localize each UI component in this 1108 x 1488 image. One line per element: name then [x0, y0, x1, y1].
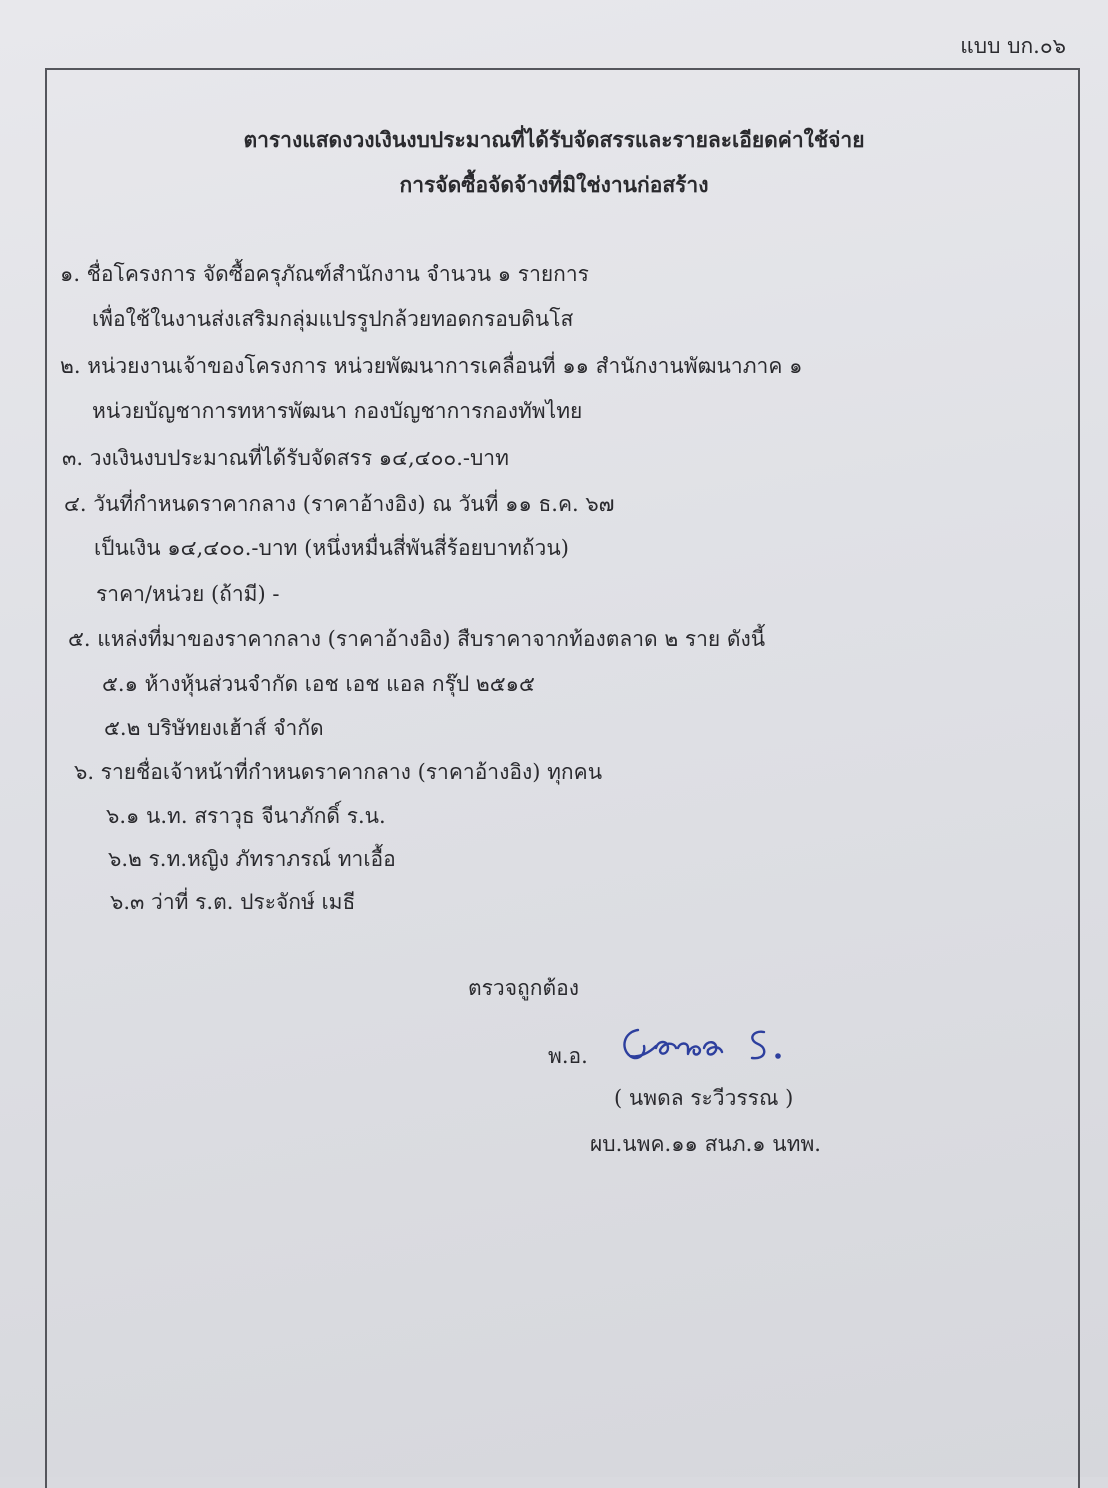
- item-2-owner-command: หน่วยบัญชาการทหารพัฒนา กองบัญชาการกองทัพไทย: [92, 399, 583, 423]
- item-6-2-officer: ๖.๒ ร.ท.หญิง ภัทราภรณ์ ทาเอื้อ: [108, 847, 396, 871]
- signer-name: ( นพดล ระวีวรรณ ): [614, 1086, 794, 1110]
- item-6-1-officer: ๖.๑ น.ท. สราวุธ จีนาภักดิ์ ร.น.: [106, 804, 386, 828]
- item-6-officers-heading: ๖. รายชื่อเจ้าหน้าที่กำหนดราคากลาง (ราคาอ้างอิง) ทุกคน: [74, 760, 603, 784]
- form-code: แบบ บก.๐๖: [960, 34, 1066, 58]
- item-5-price-source: ๕. แหล่งที่มาของราคากลาง (ราคาอ้างอิง) สืบราคาจากท้องตลาด ๒ ราย ดังนี้: [68, 627, 766, 651]
- document-title-line-1: ตารางแสดงวงเงินงบประมาณที่ได้รับจัดสรรและรายละเอียดค่าใช้จ่าย: [243, 127, 865, 152]
- handwritten-signature: [616, 1018, 796, 1070]
- signer-rank: พ.อ.: [548, 1044, 588, 1068]
- item-4-amount: เป็นเงิน ๑๔,๔๐๐.-บาท (หนึ่งหมื่นสี่พันสี่ร้อยบาทถ้วน): [94, 536, 569, 560]
- item-2-owner-unit: ๒. หน่วยงานเจ้าของโครงการ หน่วยพัฒนาการเคลื่อนที่ ๑๑ สำนักงานพัฒนาภาค ๑: [60, 354, 803, 378]
- certification-label: ตรวจถูกต้อง: [468, 976, 579, 1000]
- item-4-unit-price: ราคา/หน่วย (ถ้ามี) -: [96, 582, 280, 606]
- item-3-budget: ๓. วงเงินงบประมาณที่ได้รับจัดสรร ๑๔,๔๐๐.-บาท: [62, 446, 509, 470]
- document-title-line-2: การจัดซื้อจัดจ้างที่มิใช่งานก่อสร้าง: [399, 172, 709, 197]
- signature-drawing: [616, 1018, 796, 1070]
- item-5-1-vendor: ๕.๑ ห้างหุ้นส่วนจำกัด เอช เอช แอล กรุ๊ป ๒๕๑๕: [102, 672, 535, 696]
- signer-position: ผบ.นพค.๑๑ สนภ.๑ นทพ.: [590, 1132, 821, 1156]
- item-6-3-officer: ๖.๓ ว่าที่ ร.ต. ประจักษ์ เมธี: [110, 890, 356, 914]
- item-4-reference-date: ๔. วันที่กำหนดราคากลาง (ราคาอ้างอิง) ณ วันที่ ๑๑ ธ.ค. ๖๗: [64, 492, 615, 516]
- item-1-project-name: ๑. ชื่อโครงการ จัดซื้อครุภัณฑ์สำนักงาน จำนวน ๑ รายการ: [60, 262, 589, 286]
- item-1-purpose: เพื่อใช้ในงานส่งเสริมกลุ่มแปรรูปกล้วยทอดกรอบดินโส: [92, 307, 574, 331]
- item-5-2-vendor: ๕.๒ บริษัทยงเฮ้าส์ จำกัด: [104, 716, 324, 740]
